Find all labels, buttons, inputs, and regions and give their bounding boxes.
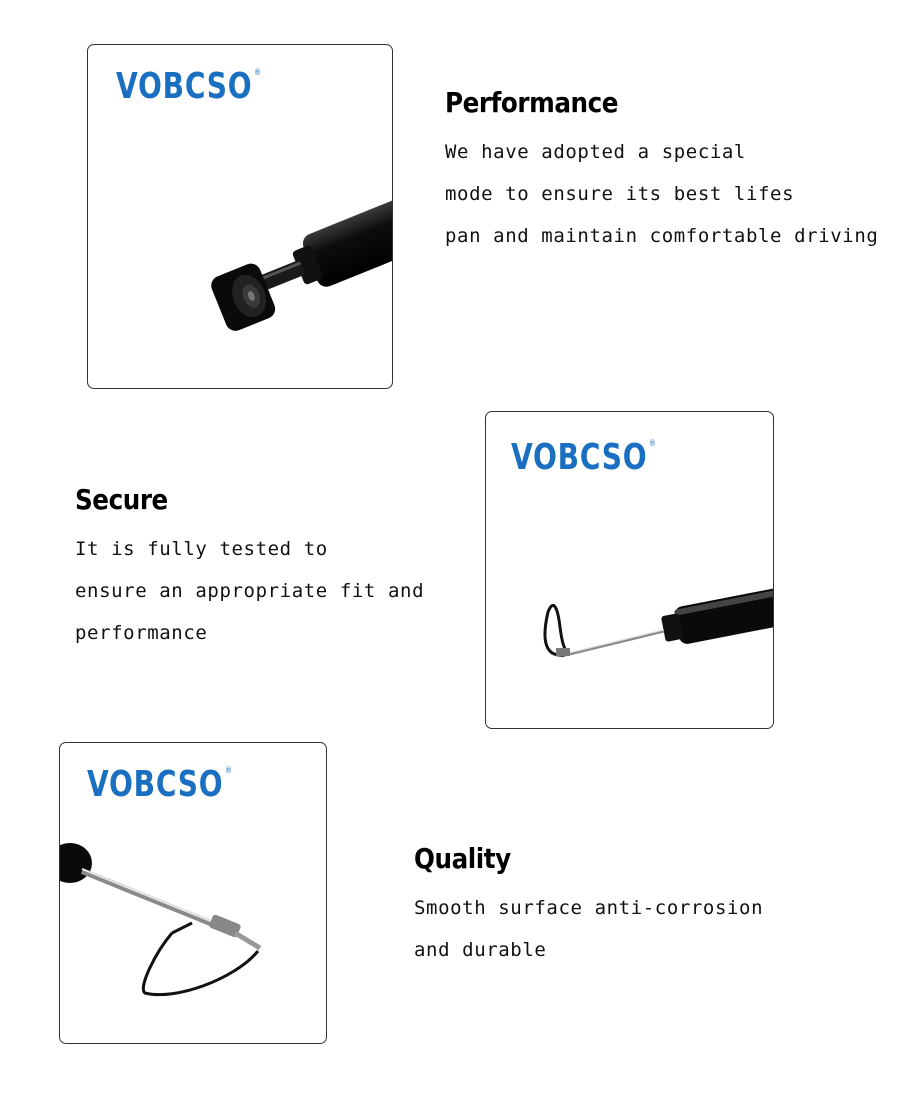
- section-title-secure: Secure: [75, 483, 168, 516]
- section-text-quality: Smooth surface anti-corrosion and durable: [414, 897, 764, 961]
- brand-logo: VOBCSO ®: [116, 66, 262, 107]
- section-title-performance: Performance: [445, 86, 619, 119]
- section-text-secure: It is fully tested to ensure an appropriate fit and performance: [75, 538, 425, 644]
- product-image-card-2: [485, 411, 774, 729]
- brand-logo: VOBCSO ®: [87, 764, 233, 805]
- section-text-performance: We have adopted a special mode to ensure its best lifes pan and maintain comfortable driving: [445, 141, 879, 247]
- product-image-card-1: [87, 44, 393, 389]
- section-title-quality: Quality: [414, 842, 511, 875]
- product-image-card-3: [59, 742, 327, 1044]
- brand-logo: VOBCSO ®: [511, 437, 657, 478]
